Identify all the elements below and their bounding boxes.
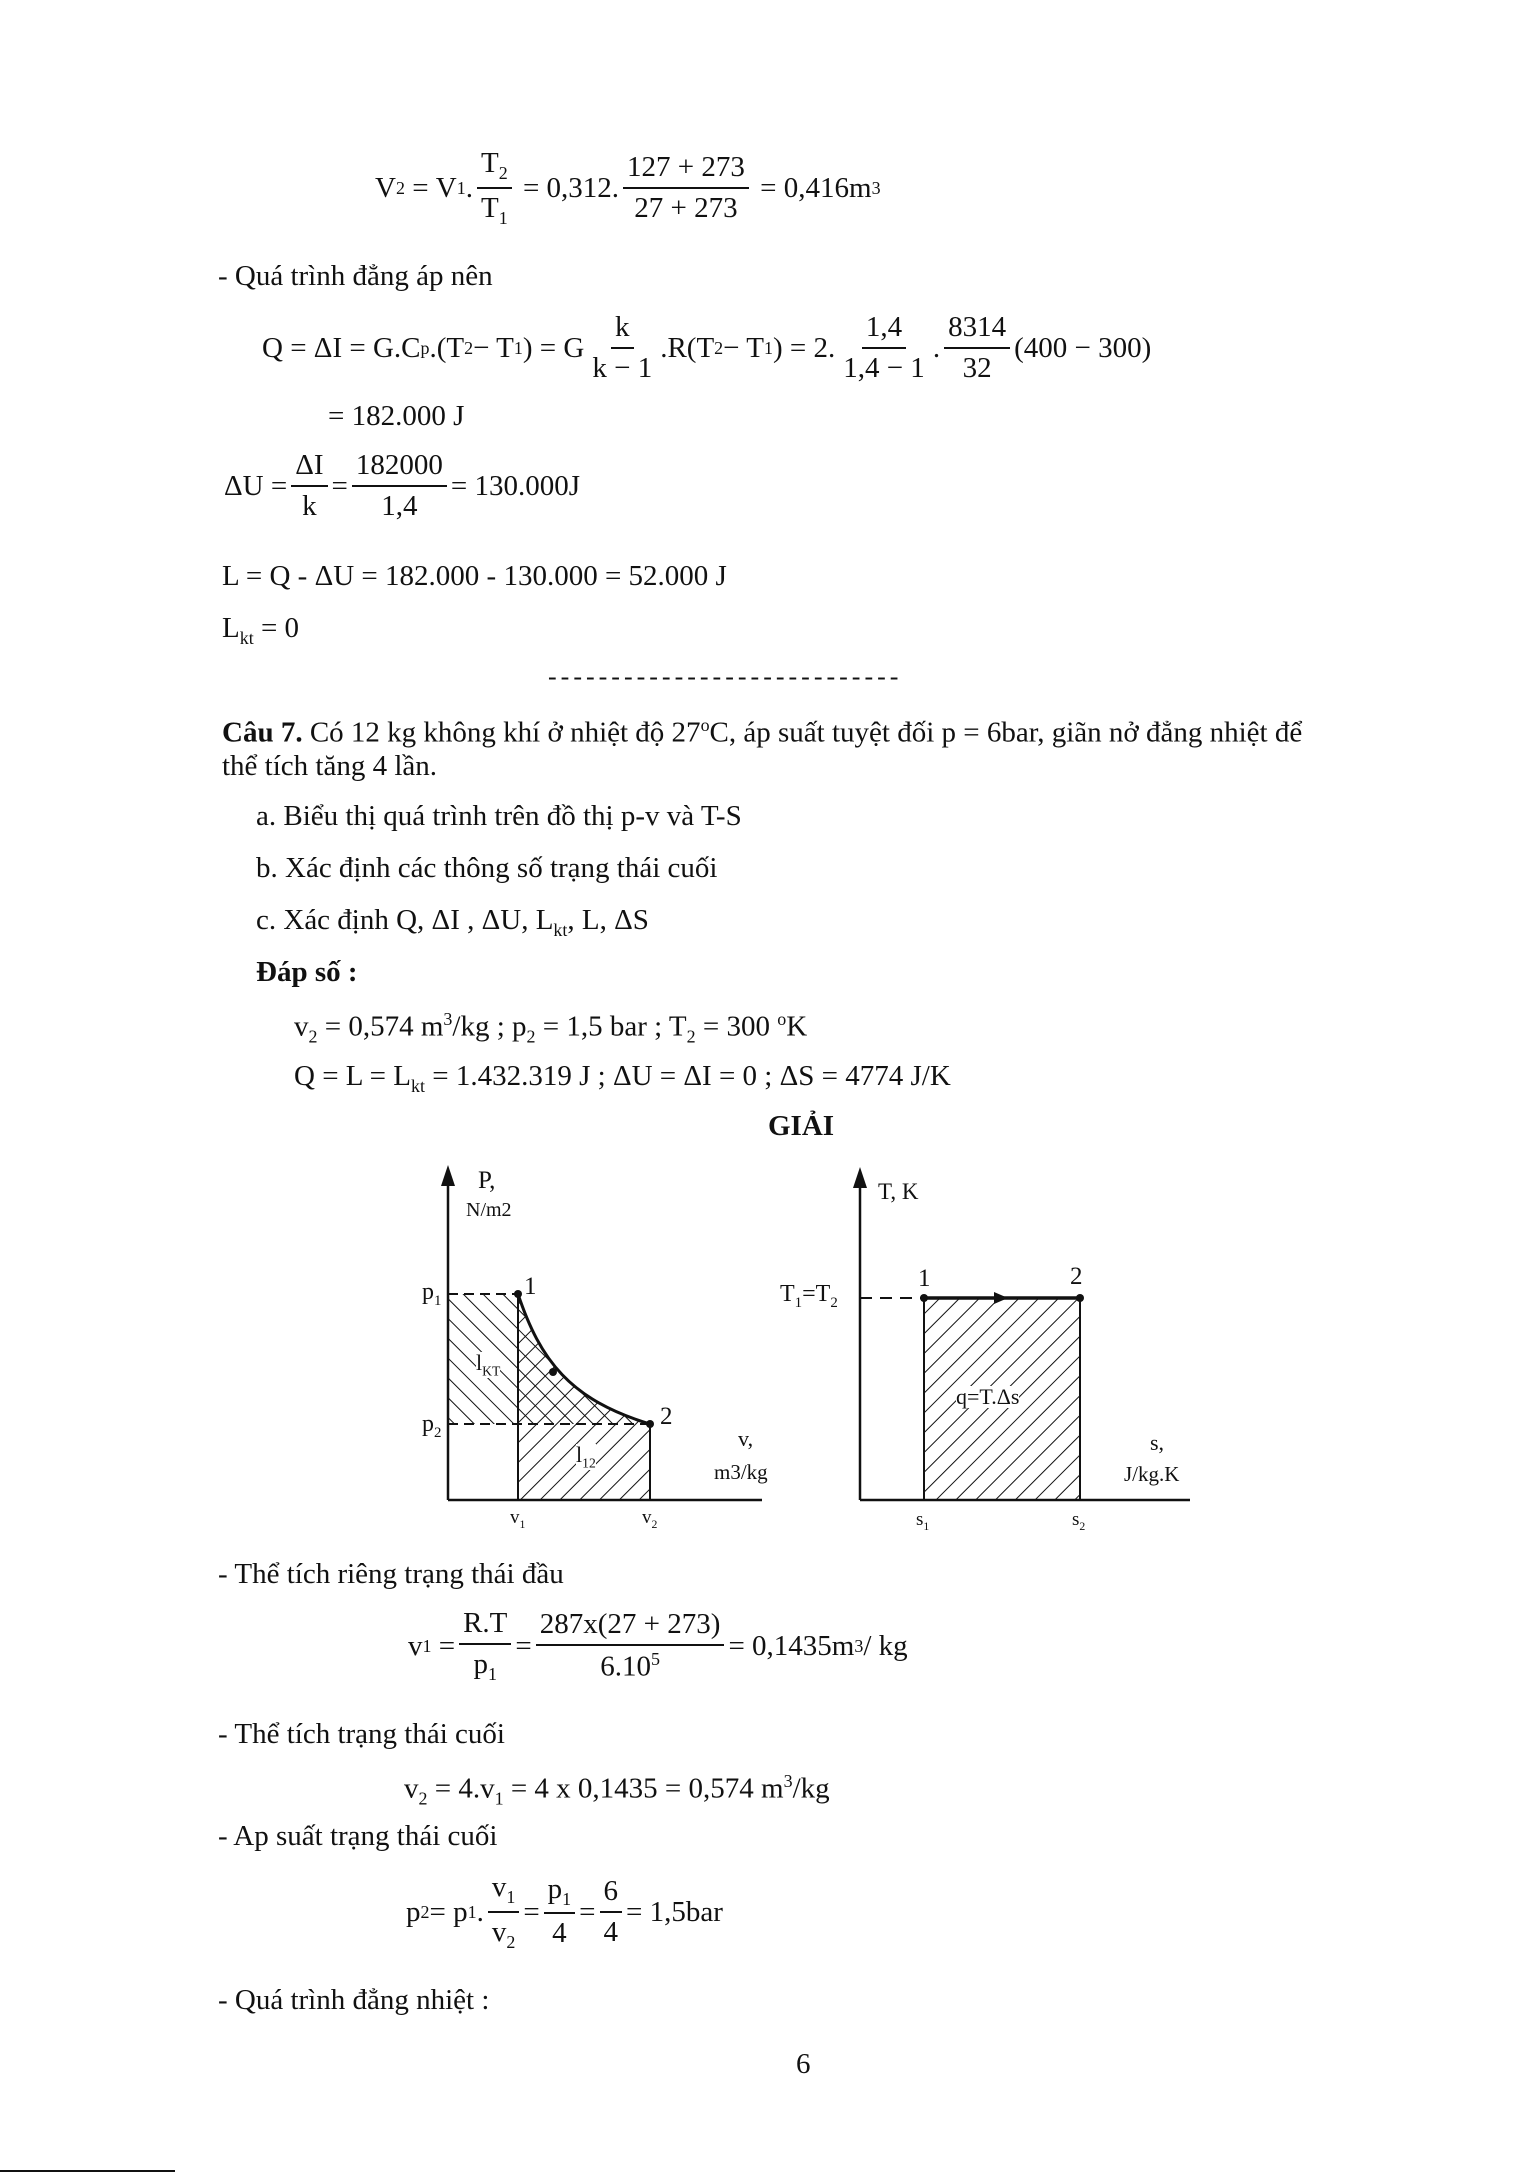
equation-v2: V 2 = V 1 . $\frac{T_2}{T_1}$ = 0,312. $\frac{127 + 273}{27 + 273}$ = 0,416m 3 (375, 147, 881, 228)
eq-v2-coef: 0,312. (546, 171, 620, 204)
fraction-rt-p1: $\frac{R.T}{p_1}$ (459, 1608, 511, 1684)
isobaric-note: - Quá trình đẳng áp nên (218, 260, 493, 292)
fraction-287: $\frac{287x(27 + 273)}{6.10^5}$ (536, 1609, 725, 1683)
ts-t-label: $T_1=T_2$ (780, 1281, 838, 1311)
eq-v2-r1-sub: 1 (456, 178, 466, 199)
footer-rule (0, 2170, 175, 2172)
pv-x-label: v, (738, 1426, 754, 1451)
eq-v2-lhs-sub: 2 (395, 178, 405, 199)
pv-p2-label: $p_2$ (422, 1411, 442, 1441)
separator: ---------------------------- (548, 662, 903, 691)
eq-v2-r1: V (435, 171, 457, 204)
problem7-line1: Câu 7. Có 12 kg không khí ở nhiệt độ 27$^o$C, áp suất tuyệt đối p = 6bar, giãn nở đẳng nhiệt để (222, 715, 1303, 749)
page-number: 6 (796, 2048, 811, 2080)
problem7-line2: thể tích tăng 4 lần. (222, 750, 438, 782)
fraction-8314: $\frac{8314}{32}$ (944, 312, 1010, 385)
fraction-t2-t1: $\frac{T_2}{T_1}$ (477, 148, 512, 228)
pv-l12-label: $l_{12}$ (576, 1442, 596, 1471)
ts-x-unit: J/kg.K (1124, 1462, 1180, 1486)
q-result: = 182.000 J (328, 400, 465, 432)
pv-point-1 (514, 1290, 522, 1298)
pv-y-unit: N/m2 (466, 1199, 512, 1221)
ts-point-1 (920, 1294, 928, 1302)
pv-point-2-label: 2 (660, 1403, 673, 1430)
eq-v2-lhs: V (375, 171, 396, 204)
pv-v1-label: $v_1$ (510, 1507, 526, 1531)
answer-label: Đáp số : (256, 956, 358, 988)
fraction-182000: $\frac{182000}{1,4}$ (352, 450, 447, 523)
step4: - Quá trình đẳng nhiệt : (218, 1984, 490, 2016)
step1: - Thể tích riêng trạng thái đầu (218, 1558, 564, 1590)
pv-point-mid (549, 1368, 557, 1376)
item-c: c. Xác định Q, ΔI , ΔU, $L_{kt}$, L, ΔS (256, 904, 649, 940)
pv-x-unit: m3/kg (714, 1460, 768, 1484)
solution-title: GIẢI (768, 1110, 835, 1142)
fraction-6-4: $\frac{6}{4}$ (600, 1876, 623, 1949)
pv-y-label: P, (478, 1167, 496, 1194)
pv-y-arrow (441, 1165, 455, 1186)
ts-q-label: q=T.Δs (956, 1384, 1020, 1409)
equation-p2: p 2 = p 1 . $\frac{v_1}{v_2}$ = $\frac{p_1}{4}$ = $\frac{6}{4}$ = 1,5bar (406, 1871, 723, 1952)
fraction-temps: $\frac{127 + 273}{27 + 273}$ (623, 152, 749, 225)
pv-p1-label: $p_1$ (422, 1279, 442, 1309)
fraction-p1-4: $\frac{p_1}{4}$ (544, 1874, 575, 1950)
fraction-14: $\frac{1,4}{1,4 - 1}$ (843, 311, 925, 384)
fraction-k: $\frac{k}{k - 1}$ (592, 311, 653, 384)
ts-point-2 (1076, 1294, 1084, 1302)
lkt-line: $L_{kt} = 0$ (222, 612, 300, 648)
pv-lkt-label: $l_{KT}$ (476, 1350, 501, 1379)
ts-y-arrow (853, 1167, 867, 1188)
v2-line: $v_2 = 4.v_1 = 4$ x 0,1435 = 0,574 $m^3/kg$ (404, 1771, 830, 1809)
fraction-v1-v2: $\frac{v_1}{v_2}$ (488, 1872, 519, 1952)
ts-x-label: s, (1150, 1430, 1165, 1455)
eq-v2-result: 0,416m (783, 171, 872, 204)
equation-q: Q = ΔI = G.C p .(T 2 − T 1 ) = G $\frac{k}{k - 1}$ .R(T 2 − T 1 ) = 2. $\frac{1,4}{1,4 - 1}$ . $\frac{8314}{32}$ (400 − 300) (262, 311, 1152, 384)
item-b: b. Xác định các thông số trạng thái cuối (256, 852, 718, 884)
pv-point-2 (646, 1420, 654, 1428)
l-line: L = Q - ΔU = 182.000 - 130.000 = 52.000 J (222, 560, 727, 592)
fraction-di-k: $\frac{\Delta I}{k}$ (291, 450, 327, 523)
answer-line2: $Q = L = L_{kt} = 1.432.319$ J ; ΔU = ΔI = 0 ; ΔS = 4774 J/K (294, 1060, 951, 1096)
ts-y-label: T, K (878, 1179, 919, 1204)
answer-line1: $v_2 = 0,574$ $m^3/kg$ ; $p_2 = 1,5$ bar ; $T_2 = 300$ $^o$K (294, 1009, 808, 1047)
pv-v2-label: $v_2$ (642, 1507, 658, 1531)
step2: - Thể tích trạng thái cuối (218, 1718, 505, 1750)
ts-point-1-label: 1 (918, 1265, 931, 1292)
equation-du: ΔU = $\frac{\Delta I}{k}$ = $\frac{182000}{1,4}$ = 130.000J (224, 449, 581, 522)
ts-point-2-label: 2 (1070, 1263, 1083, 1290)
ts-s1-label: $s_1$ (916, 1509, 930, 1533)
item-a: a. Biểu thị quá trình trên đồ thị p-v và T-S (256, 800, 742, 832)
equation-v1: v 1 = $\frac{R.T}{p_1}$ = $\frac{287x(27 + 273)}{6.10^5}$ = 0,1435m 3 / kg (408, 1607, 908, 1684)
step3: - Ap suất trạng thái cuối (218, 1820, 498, 1852)
ts-s2-label: $s_2$ (1072, 1509, 1086, 1533)
pv-point-1-label: 1 (524, 1273, 537, 1300)
